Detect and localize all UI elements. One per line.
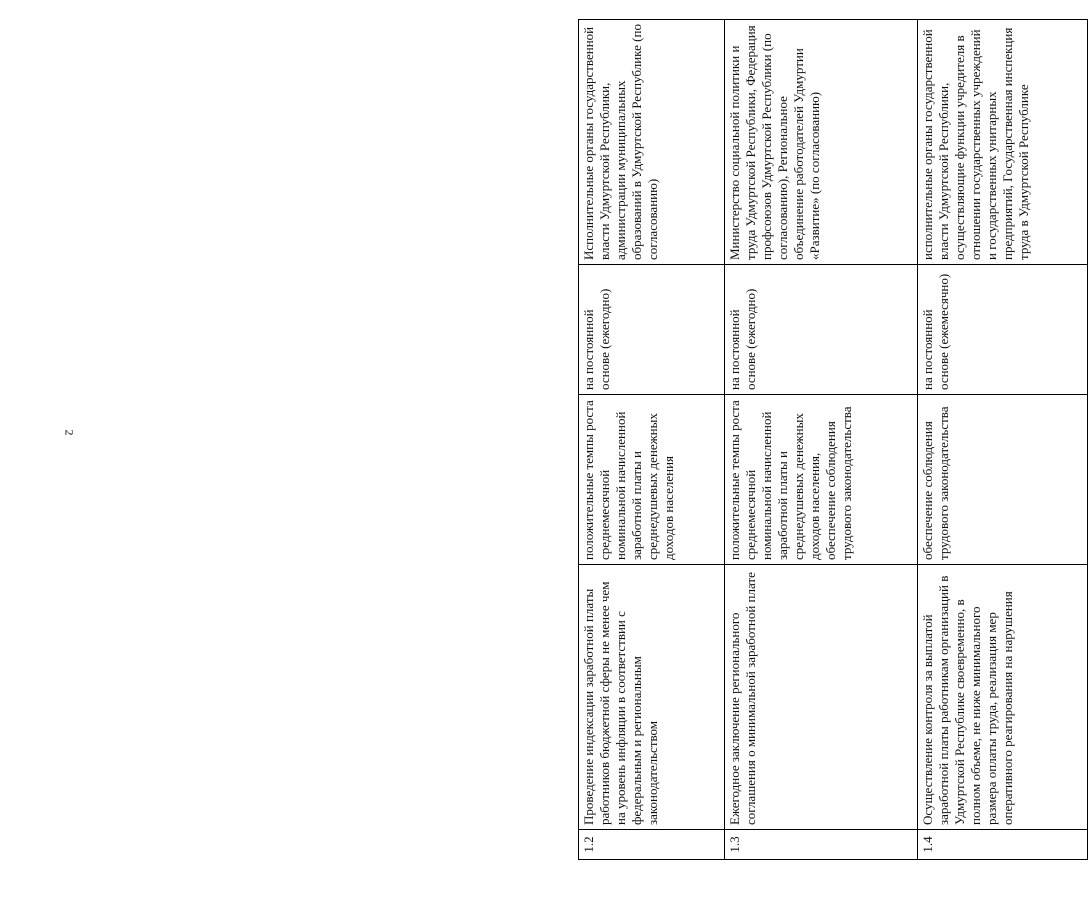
table-row bbox=[725, 20, 918, 860]
measure-cell: Проведение индексации заработной платы работников бюджетной сферы не менее чем на уровень инфляции в соответствии с федеральным и региональным законодательством bbox=[579, 565, 725, 830]
executors-cell: исполнительные органы государственной власти Удмуртской Республики, осуществляющие функции учредителя в отношении государственных учреждений и государственных унитарных предприятий, Государственная инспекция труда в Удмуртской Республике bbox=[918, 20, 1088, 265]
row-number: 1.4 bbox=[918, 830, 1088, 860]
executors-cell: Исполнительные органы государственной власти Удмуртской Республики, администрации муниципальных образований в Удмуртской Республике (по согласованию) bbox=[579, 20, 725, 265]
page-number: 2 bbox=[62, 429, 77, 436]
measure-cell: Осуществление контроля за выплатой заработной платы работникам организаций в Удмуртской Республике своевременно, в полном объеме, не ниже минимального размера оплаты труда, реализация мер оперативного реагирования на нарушения bbox=[918, 565, 1088, 830]
result-cell: обеспечение соблюдения трудового законодательства bbox=[918, 395, 1088, 565]
result-cell: положительные темпы роста среднемесячной номинальной начисленной заработной платы и среднедушевых денежных доходов населения, обеспечение соблюдения трудового законодательства bbox=[725, 395, 918, 565]
measure-cell: Ежегодное заключение регионального соглашения о минимальной заработной плате bbox=[725, 565, 918, 830]
term-cell: на постоянной основе (ежемесячно) bbox=[918, 265, 1088, 395]
term-cell: на постоянной основе (ежегодно) bbox=[579, 265, 725, 395]
table-row bbox=[579, 20, 725, 860]
table-row bbox=[918, 20, 1088, 860]
result-cell: положительные темпы роста среднемесячной номинальной начисленной заработной платы и среднедушевых денежных доходов населения bbox=[579, 395, 725, 565]
measures-table bbox=[578, 19, 1088, 860]
rotated-table-area bbox=[578, 20, 1088, 860]
executors-cell: Министерство социальной политики и труда Удмуртской Республики, Федерация профсоюзов Удмуртской Республики (по согласованию), Региональное объединение работодателей Удмуртии «Развитие» (по согласованию) bbox=[725, 20, 918, 265]
row-number: 1.3 bbox=[725, 830, 918, 860]
row-number: 1.2 bbox=[579, 830, 725, 860]
term-cell: на постоянной основе (ежегодно) bbox=[725, 265, 918, 395]
